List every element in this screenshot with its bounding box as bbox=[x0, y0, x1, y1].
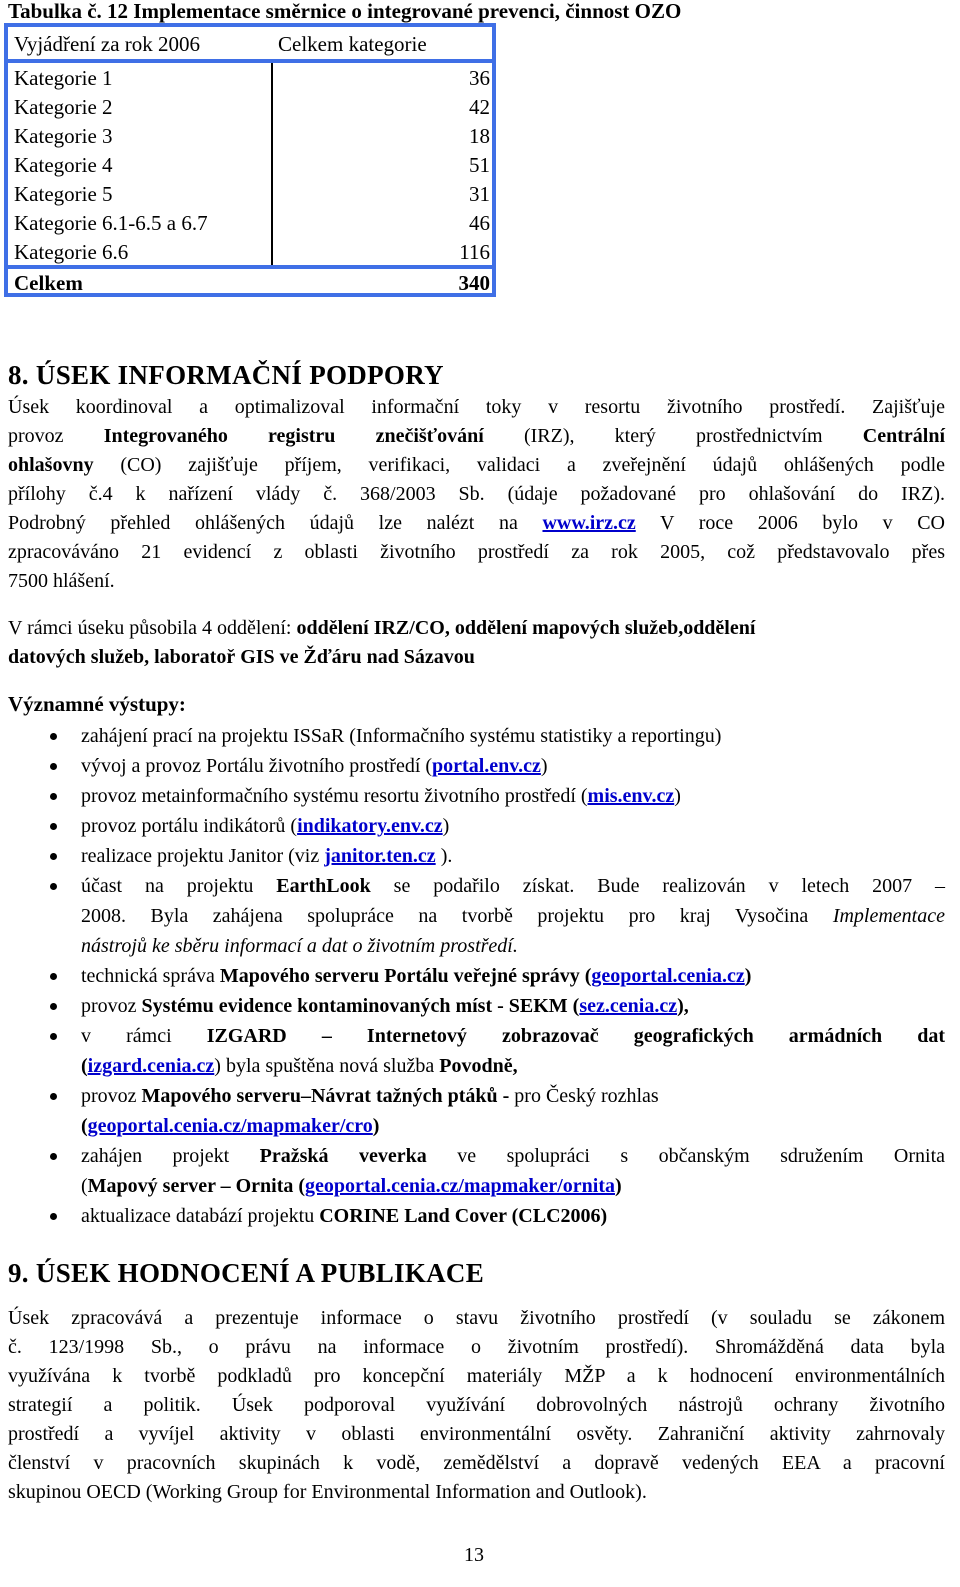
list-item: zahájen projekt Pražská veverka ve spolupráci s občanským sdružením Ornita (Mapový server – Ornita (geoportal.cenia.cz/mapmaker/ornita) bbox=[0, 1141, 960, 1201]
table-cell-category: Kategorie 3 bbox=[14, 124, 113, 148]
outputs-list bbox=[0, 721, 960, 1231]
text-line: V rámci úseku působila 4 oddělení: oddělení IRZ/CO, oddělení mapových služeb,oddělení bbox=[8, 617, 756, 639]
table-row bbox=[8, 93, 492, 122]
table-header bbox=[8, 27, 492, 63]
section8-paragraph2 bbox=[8, 614, 945, 672]
text-line: 7500 hlášení. bbox=[8, 570, 115, 592]
list-item: zahájení prací na projektu ISSaR (Informačního systému statistiky a reportingu) bbox=[0, 721, 960, 751]
category-table bbox=[4, 23, 496, 297]
list-item: aktualizace databází projektu CORINE Land Cover (CLC2006) bbox=[0, 1201, 960, 1231]
list-item: provoz metainformačního systému resortu životního prostředí (mis.env.cz) bbox=[0, 781, 960, 811]
page-number: 13 bbox=[464, 1544, 484, 1566]
table-cell-value: 18 bbox=[469, 124, 490, 148]
table-cell-value: 42 bbox=[469, 95, 490, 119]
table-row bbox=[8, 151, 492, 180]
bullet-icon bbox=[50, 1003, 57, 1010]
list-item: účast na projektu EarthLook se podařilo získat. Bude realizován v letech 2007 – 2008. Byla zahájena spolupráce na tvorbě projektu pro kraj Vysočina Implementace nástrojů ke sběru informací a dat o životním prostředí. bbox=[0, 871, 960, 961]
list-item: realizace projektu Janitor (viz janitor.ten.cz ). bbox=[0, 841, 960, 871]
bullet-icon bbox=[50, 1093, 57, 1100]
bullet-icon bbox=[50, 793, 57, 800]
table-cell-value: 31 bbox=[469, 182, 490, 206]
table-row bbox=[8, 209, 492, 238]
table-cell-value: 46 bbox=[469, 211, 490, 235]
list-item: provoz portálu indikátorů (indikatory.env.cz) bbox=[0, 811, 960, 841]
section8-paragraph1 bbox=[8, 393, 945, 596]
text-line: datových služeb, laboratoř GIS ve Žďáru nad Sázavou bbox=[8, 646, 475, 668]
bullet-icon bbox=[50, 853, 57, 860]
table-cell-category: Kategorie 5 bbox=[14, 182, 113, 206]
izgard-link[interactable]: izgard.cenia.cz bbox=[87, 1055, 215, 1077]
text-line: Podrobný přehled ohlášených údajů lze nalézt na www.irz.cz V roce 2006 bylo v CO bbox=[8, 512, 945, 534]
text-line: využívána k tvorbě podkladů pro koncepční materiály MŽP a k hodnocení environmentálních bbox=[8, 1365, 945, 1387]
table-row bbox=[8, 122, 492, 151]
table-cell-category: Kategorie 1 bbox=[14, 66, 113, 90]
table-total-label: Celkem bbox=[14, 271, 83, 295]
table-total-row bbox=[8, 265, 492, 297]
text-line: Úsek koordinoval a optimalizoval informační toky v resortu životního prostředí. Zajišťuje bbox=[8, 396, 945, 418]
table-cell-category: Kategorie 6.1-6.5 a 6.7 bbox=[14, 211, 208, 235]
geoportal-link[interactable]: geoportal.cenia.cz bbox=[591, 965, 745, 987]
text-line: prostředí a vyvíjel aktivity v oblasti environmentální osvěty. Zahraniční aktivity zahrnovaly bbox=[8, 1423, 945, 1445]
table-cell-value: 116 bbox=[459, 240, 490, 264]
table-cell-category: Kategorie 4 bbox=[14, 153, 113, 177]
list-item: vývoj a provoz Portálu životního prostředí (portal.env.cz) bbox=[0, 751, 960, 781]
bullet-icon bbox=[50, 973, 57, 980]
table-cell-value: 51 bbox=[469, 153, 490, 177]
geoportal-cro-link[interactable]: geoportal.cenia.cz/mapmaker/cro bbox=[87, 1115, 373, 1137]
bullet-icon bbox=[50, 1213, 57, 1220]
text-line: strategií a politik. Úsek podporoval využívání dobrovolných nástrojů ochrany životního bbox=[8, 1394, 945, 1416]
indikatory-env-link[interactable]: indikatory.env.cz bbox=[297, 815, 443, 837]
table-row bbox=[8, 238, 492, 267]
bullet-icon bbox=[50, 1033, 57, 1040]
list-item: provoz Mapového serveru–Návrat tažných ptáků - pro Český rozhlas (geoportal.cenia.cz/mapmaker/cro) bbox=[0, 1081, 960, 1141]
bullet-icon bbox=[50, 823, 57, 830]
table-cell-category: Kategorie 2 bbox=[14, 95, 113, 119]
section8-heading: 8. ÚSEK INFORMAČNÍ PODPORY bbox=[8, 360, 444, 390]
list-item: provoz Systému evidence kontaminovaných míst - SEKM (sez.cenia.cz), bbox=[0, 991, 960, 1021]
list-item: v rámci IZGARD – Internetový zobrazovač geografických armádních dat (izgard.cenia.cz) byla spuštěna nová služba Povodně, bbox=[0, 1021, 960, 1081]
geoportal-ornita-link[interactable]: geoportal.cenia.cz/mapmaker/ornita bbox=[305, 1175, 615, 1197]
sez-cenia-link[interactable]: sez.cenia.cz bbox=[579, 995, 678, 1017]
table-caption: Tabulka č. 12 Implementace směrnice o integrované prevenci, činnost OZO bbox=[8, 0, 682, 23]
text-line: členství v pracovních skupinách k vodě, zemědělství a dopravě vedených EEA a pracovní bbox=[8, 1452, 945, 1474]
mis-env-link[interactable]: mis.env.cz bbox=[587, 785, 675, 807]
text-line: ohlašovny (CO) zajišťuje příjem, verifikaci, validaci a zveřejnění údajů ohlášených podle bbox=[8, 454, 945, 476]
table-cell-category: Kategorie 6.6 bbox=[14, 240, 129, 264]
irz-link[interactable]: www.irz.cz bbox=[542, 512, 636, 534]
bullet-icon bbox=[50, 733, 57, 740]
outputs-title: Významné výstupy: bbox=[8, 692, 186, 716]
text-line: skupinou OECD (Working Group for Environmental Information and Outlook). bbox=[8, 1481, 647, 1503]
text-line: zpracováváno 21 evidencí z oblasti životního prostředí za rok 2005, což představovalo přes bbox=[8, 541, 945, 563]
table-body bbox=[8, 64, 492, 267]
bullet-icon bbox=[50, 763, 57, 770]
list-item: technická správa Mapového serveru Portálu veřejné správy (geoportal.cenia.cz) bbox=[0, 961, 960, 991]
text-line: č. 123/1998 Sb., o právu na informace o životním prostředí). Shromážděná data byla bbox=[8, 1336, 945, 1358]
table-row bbox=[8, 64, 492, 93]
table-total-value: 340 bbox=[458, 271, 490, 295]
text-line: Úsek zpracovává a prezentuje informace o stavu životního prostředí (v souladu se zákonem bbox=[8, 1307, 945, 1329]
janitor-link[interactable]: janitor.ten.cz bbox=[324, 845, 436, 867]
table-cell-value: 36 bbox=[469, 66, 490, 90]
section9-heading: 9. ÚSEK HODNOCENÍ A PUBLIKACE bbox=[8, 1258, 485, 1288]
text-line: provoz Integrovaného registru znečišťování (IRZ), který prostřednictvím Centrální bbox=[8, 425, 946, 447]
table-header-total: Celkem kategorie bbox=[278, 32, 427, 56]
table-row bbox=[8, 180, 492, 209]
table-header-year: Vyjádření za rok 2006 bbox=[14, 32, 201, 56]
bullet-icon bbox=[50, 883, 57, 890]
bullet-icon bbox=[50, 1153, 57, 1160]
section9-paragraph bbox=[8, 1304, 945, 1507]
text-line: přílohy č.4 k nařízení vlády č. 368/2003 Sb. (údaje požadované pro ohlašování do IRZ). bbox=[8, 483, 945, 505]
portal-env-link[interactable]: portal.env.cz bbox=[432, 755, 541, 777]
